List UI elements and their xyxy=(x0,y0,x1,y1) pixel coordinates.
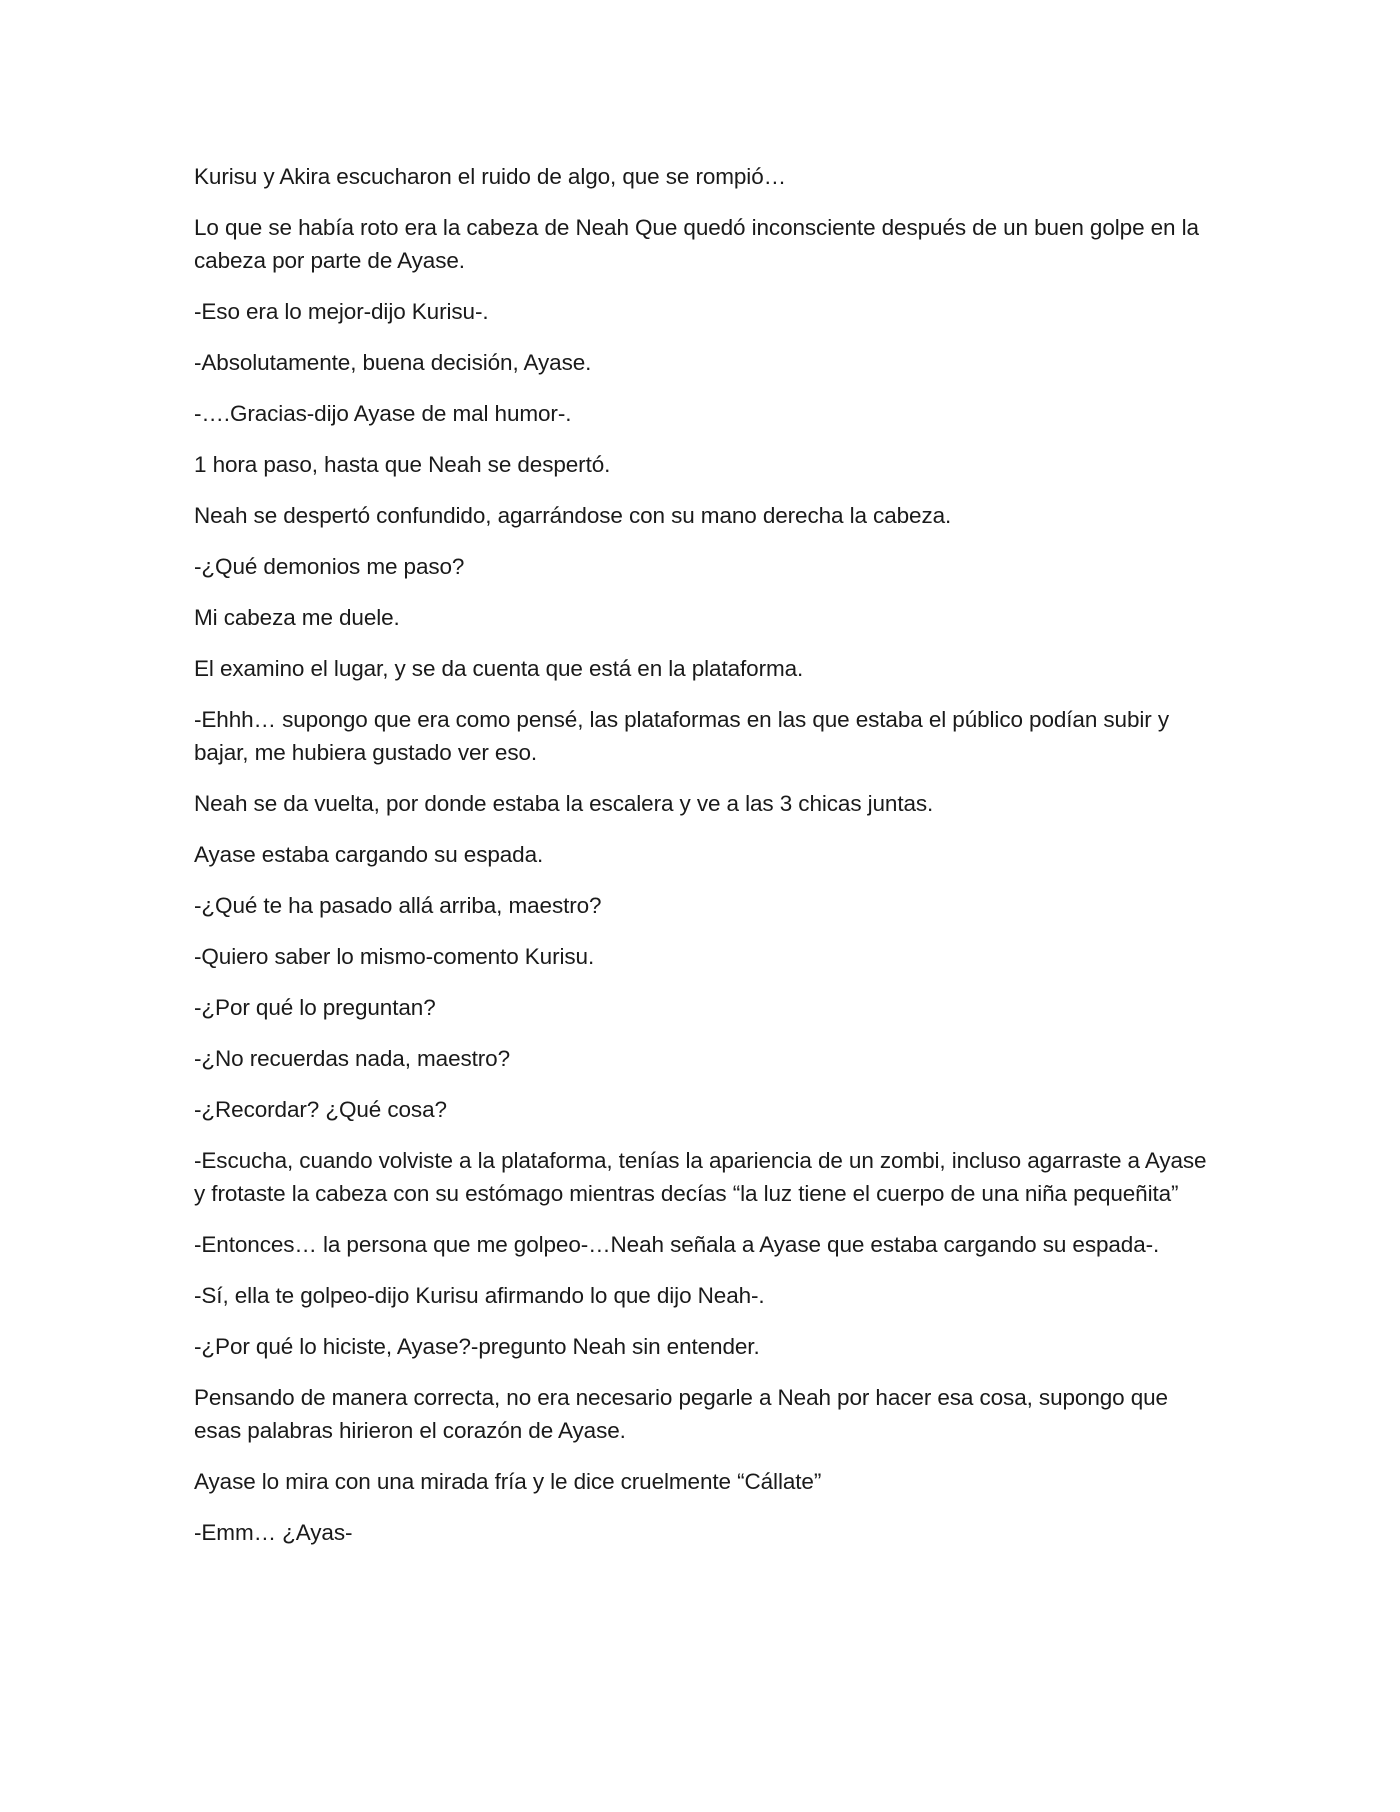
paragraph: -….Gracias-dijo Ayase de mal humor-. xyxy=(194,401,572,426)
paragraph: -Escucha, cuando volviste a la plataforma, tenías la apariencia de un zombi, incluso agarraste a Ayase y frotaste la cabeza con su estómago mientras decías “la luz tiene el cuerpo de una niña pequeñita” xyxy=(194,1148,1207,1206)
paragraph: Neah se despertó confundido, agarrándose con su mano derecha la cabeza. xyxy=(194,503,952,528)
paragraph: -Emm… ¿Ayas- xyxy=(194,1520,353,1545)
paragraph: Pensando de manera correcta, no era necesario pegarle a Neah por hacer esa cosa, supongo que esas palabras hirieron el corazón de Ayase. xyxy=(194,1385,1168,1443)
paragraph: Ayase lo mira con una mirada fría y le dice cruelmente “Cállate” xyxy=(194,1469,822,1494)
paragraph: -¿Qué demonios me paso? xyxy=(194,554,465,579)
paragraph: Mi cabeza me duele. xyxy=(194,605,400,630)
paragraph: Lo que se había roto era la cabeza de Neah Que quedó inconsciente después de un buen golpe en la cabeza por parte de Ayase. xyxy=(194,215,1199,273)
paragraph: Ayase estaba cargando su espada. xyxy=(194,842,544,867)
paragraph: -¿Por qué lo preguntan? xyxy=(194,995,436,1020)
paragraph: Neah se da vuelta, por donde estaba la escalera y ve a las 3 chicas juntas. xyxy=(194,791,934,816)
paragraph: El examino el lugar, y se da cuenta que está en la plataforma. xyxy=(194,656,804,681)
paragraph: -Entonces… la persona que me golpeo-…Neah señala a Ayase que estaba cargando su espada-. xyxy=(194,1232,1160,1257)
paragraph: -Eso era lo mejor-dijo Kurisu-. xyxy=(194,299,489,324)
document-body xyxy=(194,160,1214,1567)
paragraph: 1 hora paso, hasta que Neah se despertó. xyxy=(194,452,611,477)
paragraph: -¿No recuerdas nada, maestro? xyxy=(194,1046,511,1071)
paragraph: -Absolutamente, buena decisión, Ayase. xyxy=(194,350,592,375)
paragraph: Kurisu y Akira escucharon el ruido de algo, que se rompió… xyxy=(194,164,787,189)
paragraph: -¿Por qué lo hiciste, Ayase?-pregunto Neah sin entender. xyxy=(194,1334,760,1359)
paragraph: -Quiero saber lo mismo-comento Kurisu. xyxy=(194,944,595,969)
paragraph: -Sí, ella te golpeo-dijo Kurisu afirmando lo que dijo Neah-. xyxy=(194,1283,765,1308)
paragraph: -¿Qué te ha pasado allá arriba, maestro? xyxy=(194,893,602,918)
paragraph: -Ehhh… supongo que era como pensé, las plataformas en las que estaba el público podían subir y bajar, me hubiera gustado ver eso. xyxy=(194,707,1169,765)
paragraph: -¿Recordar? ¿Qué cosa? xyxy=(194,1097,447,1122)
